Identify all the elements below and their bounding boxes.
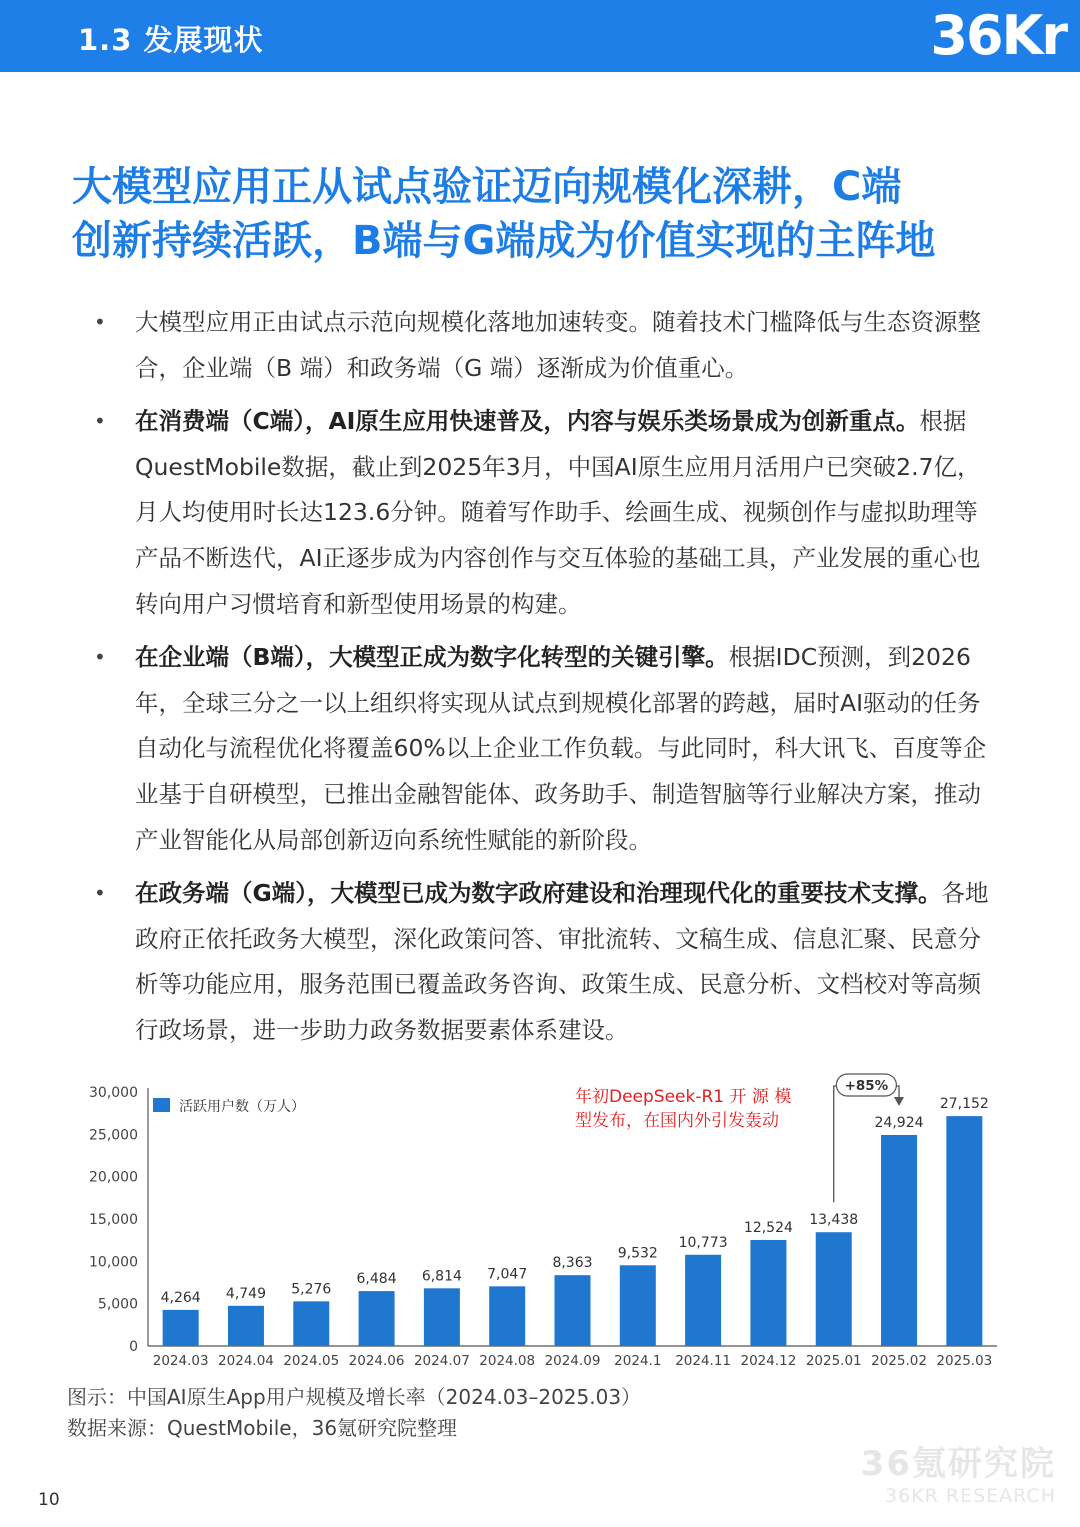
- data-source: 数据来源：QuestMobile，36氪研究院整理: [67, 1416, 458, 1440]
- x-tick-label: 2025.03: [936, 1353, 993, 1369]
- bullet-bold-lead: 在政务端（G端），大模型已成为数字政府建设和治理现代化的重要技术支撑。: [135, 879, 942, 908]
- bullet-bold-lead: 在消费端（C端），AI原生应用快速普及，内容与娱乐类场景成为创新重点。: [135, 407, 920, 436]
- bar-value-label: 6,814: [421, 1268, 462, 1285]
- y-tick-label: 20,000: [89, 1169, 138, 1186]
- x-tick-label: 2025.02: [871, 1353, 927, 1369]
- watermark: [861, 1436, 1056, 1507]
- x-tick-label: 2025.01: [805, 1353, 862, 1369]
- bar: [620, 1265, 656, 1346]
- growth-label: +85%: [844, 1078, 889, 1094]
- bar: [881, 1135, 917, 1346]
- bar: [750, 1240, 786, 1346]
- bar-value-label: 7,047: [487, 1266, 528, 1283]
- bullet-text: 各地政府正依托政务大模型，深化政策问答、审批流转、文稿生成、信息汇聚、民意分析等功能应用，服务范围已覆盖政务咨询、政策生成、民意分析、文档校对等高频行政场景，进一步助力政务数据要素体系建设。: [135, 879, 989, 1044]
- bar-value-label: 5,276: [291, 1281, 332, 1298]
- bullet-list: [90, 300, 1000, 1062]
- headline-line-1: 大模型应用正从试点验证迈向规模化深耕，C端: [72, 164, 902, 210]
- bar: [946, 1116, 982, 1346]
- x-tick-label: 2024.09: [544, 1353, 601, 1369]
- page-number: 10: [38, 1490, 60, 1510]
- brand-logo: 36Kr: [930, 4, 1066, 67]
- bar-value-label: 4,264: [160, 1289, 201, 1306]
- bar: [293, 1301, 329, 1346]
- bullet-item: [90, 399, 1000, 627]
- headline-line-2: 创新持续活跃，B端与G端成为价值实现的主阵地: [72, 218, 936, 264]
- y-tick-label: 15,000: [89, 1212, 138, 1228]
- x-tick-label: 2024.05: [283, 1353, 340, 1369]
- figure-title: 图示：中国AI原生App用户规模及增长率（2024.03–2025.03）: [67, 1385, 642, 1409]
- bar: [359, 1291, 395, 1346]
- user-scale-chart: [60, 1072, 1020, 1382]
- bullet-item: [90, 635, 1000, 863]
- y-tick-label: 0: [129, 1339, 138, 1355]
- x-tick-label: 2024.06: [348, 1353, 405, 1369]
- bar: [685, 1255, 721, 1346]
- annotation-line-1: 年初DeepSeek-R1 开 源 模: [575, 1087, 792, 1107]
- watermark-title: 36氪研究院: [860, 1444, 1056, 1484]
- x-tick-label: 2024.1: [614, 1353, 662, 1369]
- x-tick-label: 2024.12: [740, 1353, 797, 1369]
- bullet-item: [90, 871, 1000, 1053]
- x-tick-label: 2024.11: [675, 1353, 732, 1369]
- x-tick-label: 2024.08: [479, 1353, 536, 1369]
- bullet-dot-icon: •: [94, 310, 106, 334]
- bar: [489, 1286, 525, 1346]
- bar-value-label: 4,749: [225, 1285, 267, 1302]
- x-tick-label: 2024.04: [218, 1353, 274, 1369]
- y-tick-label: 30,000: [89, 1085, 138, 1101]
- legend-label: 活跃用户数（万人）: [179, 1099, 305, 1115]
- bullet-text: 根据IDC预测，到2026年，全球三分之一以上组织将实现从试点到规模化部署的跨越，届时AI驱动的任务自动化与流程优化将覆盖60%以上企业工作负载。与此同时，科大讯飞、百度等企业基于自研模型，已推出金融智能体、政务助手、制造智脑等行业解决方案，推动产业智能化从局部创新迈向系统性赋能的新阶段。: [135, 643, 987, 854]
- annotation-line-2: 型发布，在国内外引发轰动: [575, 1111, 779, 1131]
- bar: [424, 1288, 460, 1346]
- bullet-dot-icon: •: [94, 409, 106, 434]
- bar-value-label: 27,152: [939, 1096, 989, 1113]
- bar-value-label: 6,484: [356, 1271, 397, 1288]
- bar-value-label: 10,773: [678, 1234, 728, 1251]
- x-tick-label: 2024.07: [413, 1353, 470, 1369]
- watermark-subtitle: 36KR RESEARCH: [885, 1485, 1056, 1507]
- bullet-text: 根据QuestMobile数据，截止到2025年3月，中国AI原生应用月活用户已突破2.7亿，月人均使用时长达123.6分钟。随着写作助手、绘画生成、视频创作与虚拟助理等产品不断迭代，AI正逐步成为内容创作与交互体验的基础工具，产业发展的重心也转向用户习惯培育和新型使用场景的构建。: [135, 407, 981, 618]
- bar: [163, 1310, 199, 1346]
- y-tick-label: 5,000: [97, 1296, 138, 1313]
- bullet-bold-lead: 在企业端（B端），大模型正成为数字化转型的关键引擎。: [135, 643, 729, 672]
- section-title: 1.3 发展现状: [78, 23, 264, 57]
- bar-value-label: 13,438: [809, 1212, 859, 1229]
- bullet-item: [90, 300, 1000, 391]
- bar: [555, 1275, 591, 1346]
- growth-arrow-icon: [894, 1097, 904, 1106]
- header-bar: [0, 0, 1080, 72]
- bar-value-label: 9,532: [617, 1245, 658, 1262]
- bar-value-label: 12,524: [743, 1219, 793, 1236]
- y-tick-label: 25,000: [89, 1127, 138, 1144]
- bar-chart-svg: [60, 1072, 1020, 1382]
- bar-value-label: 24,924: [874, 1114, 924, 1131]
- x-tick-label: 2024.03: [152, 1353, 209, 1369]
- legend-swatch: [153, 1098, 170, 1112]
- bar: [228, 1306, 264, 1346]
- y-tick-label: 10,000: [89, 1254, 138, 1271]
- bullet-dot-icon: •: [94, 881, 106, 906]
- page-headline: [72, 160, 1032, 268]
- bullet-dot-icon: •: [94, 645, 106, 670]
- bar: [816, 1232, 852, 1346]
- bullet-text: 大模型应用正由试点示范向规模化落地加速转变。随着技术门槛降低与生态资源整合，企业端（B 端）和政务端（G 端）逐渐成为价值重心。: [135, 308, 981, 382]
- bar-value-label: 8,363: [552, 1255, 593, 1272]
- figure-caption: [67, 1382, 641, 1444]
